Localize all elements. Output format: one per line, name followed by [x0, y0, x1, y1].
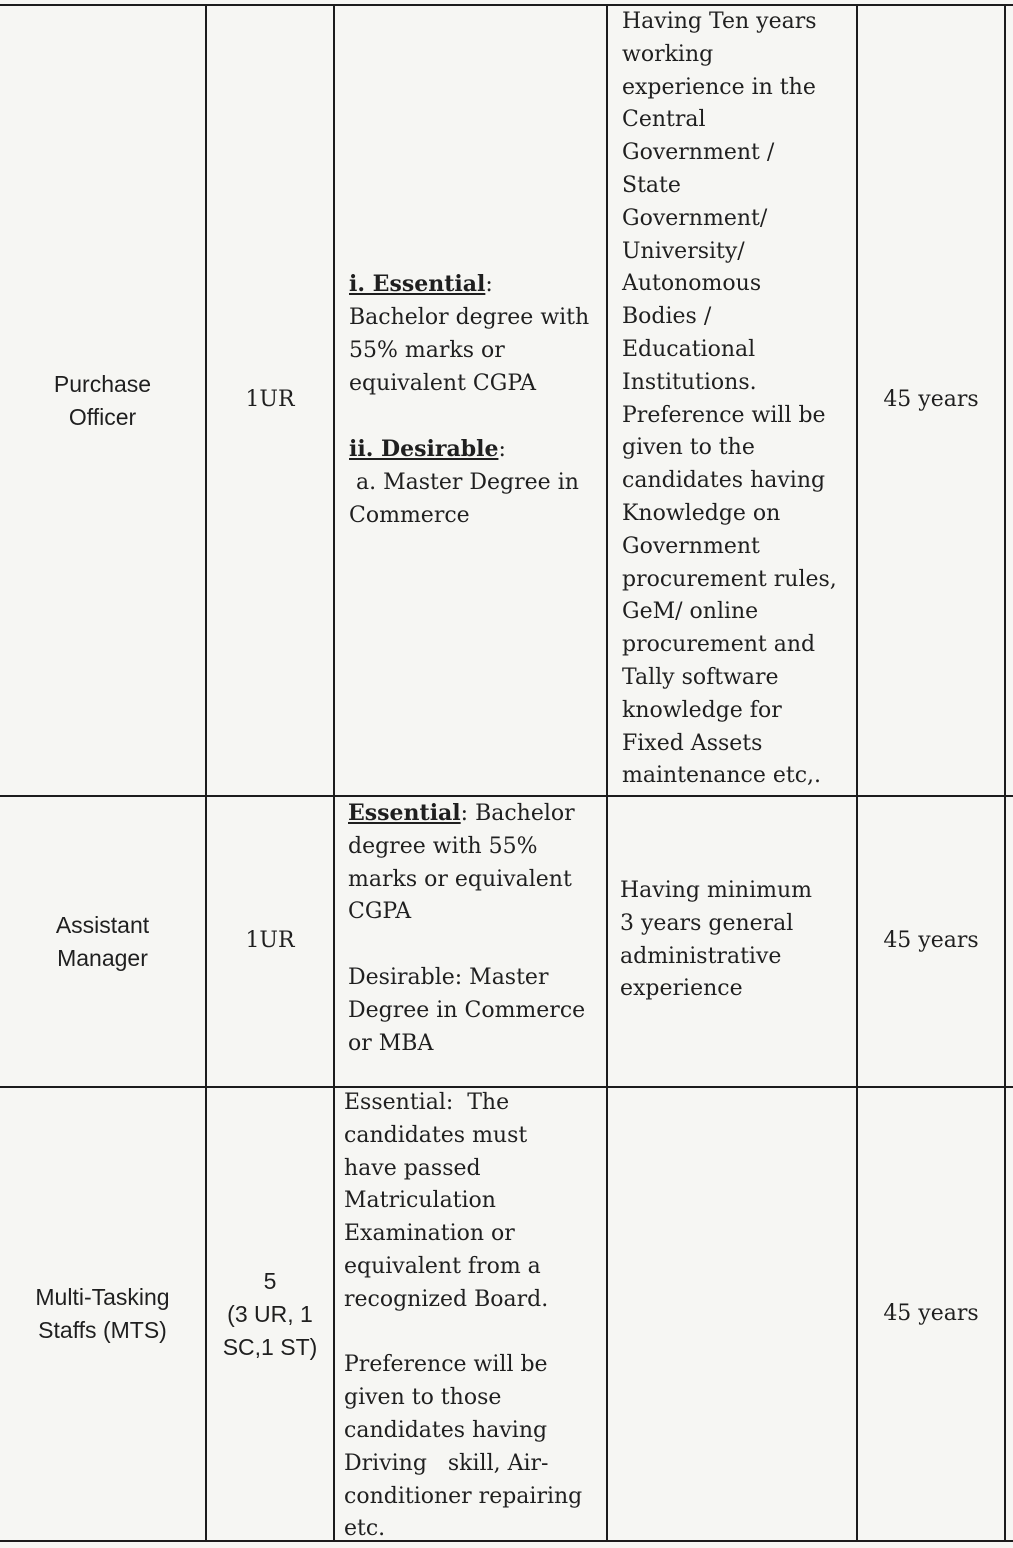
qualification-line: Driving skill, Air-	[344, 1450, 549, 1476]
qualification-line: conditioner repairing	[344, 1483, 583, 1509]
essential-heading: i. Essential	[349, 271, 486, 298]
qualification-line: marks or equivalent	[348, 866, 572, 892]
experience-line: Fixed Assets	[622, 730, 763, 756]
column-divider-2	[333, 4, 335, 1542]
qualification-line: a. Master Degree in	[349, 470, 579, 496]
row-2-age-cell	[858, 797, 1004, 1086]
row-2-qualification-cell	[348, 797, 606, 1086]
row-2-vacancy-cell	[207, 797, 333, 1086]
column-divider-5	[1004, 4, 1006, 1542]
post-name-line: Staffs (MTS)	[38, 1317, 167, 1343]
row-2-experience-cell	[620, 875, 856, 1006]
vacancy-line: 5	[263, 1267, 277, 1294]
qualification-spacer	[348, 929, 606, 962]
experience-line: Preference will be	[622, 402, 826, 428]
age-limit: 45 years	[883, 928, 979, 954]
experience-line: Having minimum	[620, 878, 813, 903]
post-name-line: Multi-Tasking	[35, 1284, 170, 1310]
experience-line: working	[622, 41, 714, 67]
row-1-post-cell	[0, 6, 205, 795]
qualification-line: etc.	[344, 1516, 386, 1542]
qualification-spacer	[344, 1317, 606, 1350]
qualification-line: candidates must	[344, 1122, 528, 1148]
experience-line: Government /	[622, 140, 775, 166]
qualification-line: Essential: The	[344, 1090, 510, 1115]
qualification-line: Degree in Commerce	[348, 997, 586, 1023]
row-1-vacancy-cell	[207, 6, 333, 795]
experience-line: candidates having	[622, 468, 826, 494]
vacancy-line: 1UR	[245, 387, 295, 413]
experience-line: Government/	[622, 205, 768, 231]
essential-heading-suffix: :	[485, 272, 493, 298]
vacancy-line: SC,1 ST)	[222, 1333, 318, 1360]
post-name-line: Officer	[68, 403, 137, 430]
experience-line: Autonomous	[622, 271, 762, 297]
experience-line: procurement and	[622, 632, 816, 658]
qualification-line: candidates having	[344, 1417, 548, 1443]
qualification-line: equivalent CGPA	[349, 370, 536, 396]
qualification-line: Examination or	[344, 1221, 515, 1247]
qualification-line: Desirable: Master	[348, 964, 549, 990]
essential-heading: Essential	[348, 800, 461, 826]
qualification-line: CGPA	[348, 899, 412, 925]
row-1-experience-cell	[622, 6, 856, 795]
essential-heading-suffix: : Bachelor	[460, 801, 575, 826]
experience-line: Having Ten years	[622, 9, 817, 34]
row-1-qualification-cell	[349, 6, 606, 795]
experience-line: experience	[620, 976, 743, 1002]
experience-line: GeM/ online	[622, 599, 759, 625]
vacancy-line: 1UR	[245, 928, 295, 954]
qualification-line: Bachelor degree with	[349, 305, 590, 331]
desirable-heading-line	[349, 433, 506, 467]
qualification-line: recognized Board.	[344, 1286, 549, 1312]
experience-line: Knowledge on	[622, 500, 781, 526]
row-3-vacancy-cell	[207, 1088, 333, 1540]
essential-heading-line	[349, 268, 493, 302]
experience-line: 3 years general	[620, 910, 794, 936]
age-limit: 45 years	[883, 387, 979, 413]
experience-line: maintenance etc,.	[622, 763, 821, 789]
post-name-line: Manager	[57, 944, 148, 971]
experience-line: Institutions.	[622, 369, 757, 395]
row-1-age-cell	[858, 6, 1004, 795]
qualification-line: given to those	[344, 1385, 502, 1411]
row-3-qualification-cell	[344, 1087, 606, 1540]
experience-line: Government	[622, 533, 760, 559]
qualification-line: have passed	[344, 1155, 481, 1181]
qualification-spacer	[349, 401, 356, 434]
row-2-post-cell	[0, 797, 205, 1086]
experience-line: University/	[622, 238, 745, 264]
qualification-line: Commerce	[349, 502, 470, 528]
post-name-line: Purchase	[53, 370, 152, 397]
qualification-line: Matriculation	[344, 1188, 496, 1214]
experience-line: State	[622, 172, 681, 198]
qualification-line: Preference will be	[344, 1352, 548, 1378]
row-3-age-cell	[858, 1088, 1004, 1540]
vacancy-line: (3 UR, 1	[227, 1300, 313, 1327]
desirable-heading: ii. Desirable	[349, 436, 499, 463]
experience-line: procurement rules,	[622, 566, 837, 592]
experience-line: given to the	[622, 435, 755, 461]
essential-heading-line	[348, 797, 606, 831]
experience-line: Bodies /	[622, 304, 712, 330]
age-limit: 45 years	[883, 1300, 979, 1326]
desirable-heading-suffix: :	[498, 437, 506, 463]
post-name-line: Assistant	[55, 911, 150, 938]
experience-line: administrative	[620, 943, 782, 969]
qualification-line: equivalent from a	[344, 1253, 541, 1279]
qualification-line: or MBA	[348, 1030, 434, 1056]
qualification-line: degree with 55%	[348, 833, 538, 859]
row-3-experience-cell	[608, 1088, 856, 1540]
experience-line: Tally software	[622, 664, 779, 690]
experience-line: knowledge for	[622, 697, 782, 723]
experience-line: Educational	[622, 336, 756, 362]
row-3-post-cell	[0, 1088, 205, 1540]
experience-line: Central	[622, 107, 706, 133]
qualification-line: 55% marks or	[349, 337, 505, 363]
experience-line: experience in the	[622, 74, 816, 100]
